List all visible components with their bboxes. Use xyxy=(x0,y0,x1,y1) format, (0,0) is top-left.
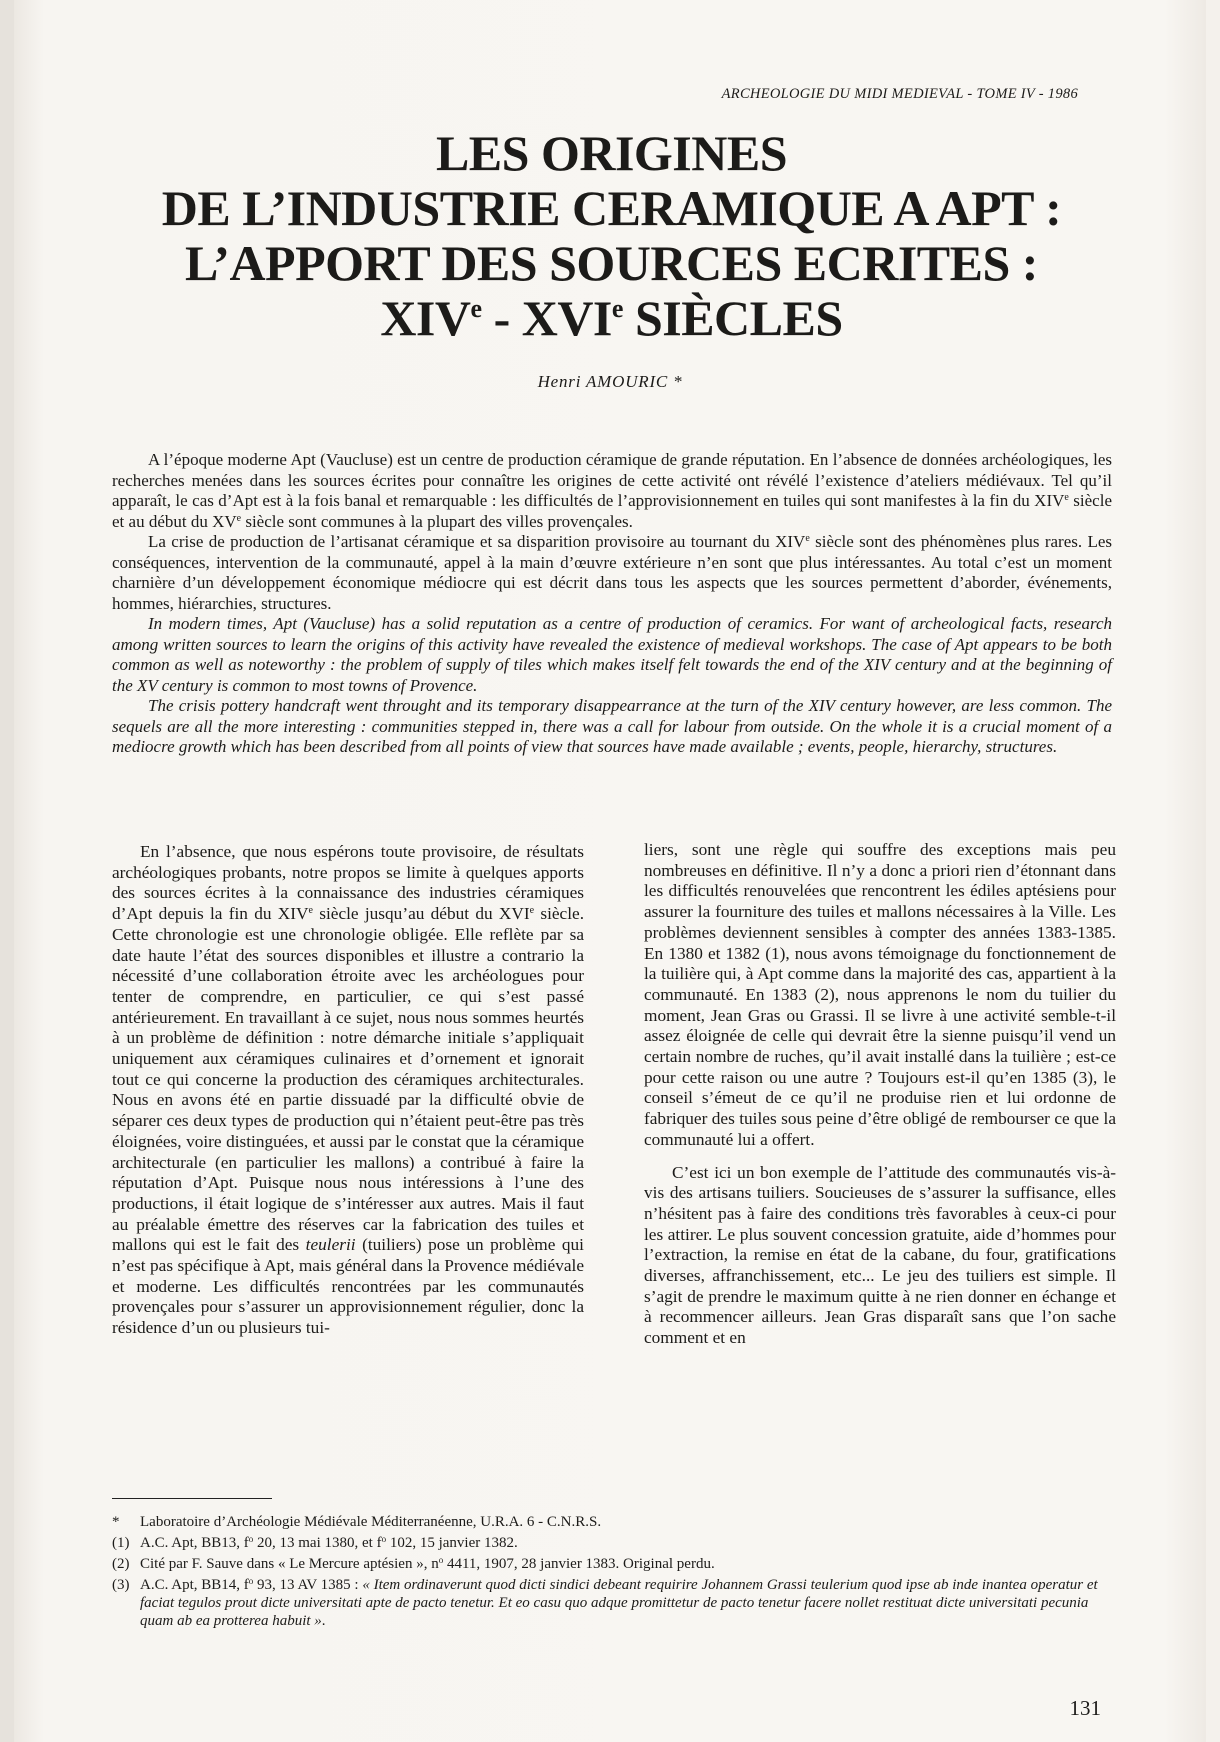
body-column-left xyxy=(112,842,584,1339)
abstract-fr-1 xyxy=(112,450,1112,532)
sup: e xyxy=(308,905,313,917)
sup: e xyxy=(1064,492,1069,503)
text-run: 93, 13 AV 1385 : xyxy=(253,1577,363,1593)
text-run: siècle sont communes à la plupart des villes provençales. xyxy=(241,511,633,531)
abstract-en-1: In modern times, Apt (Vaucluse) has a solid reputation as a centre of production of ceramics. For want of archeological facts, research among written sources to learn the origins of this activity have revealed the existence of medieval workshops. The case of Apt appears to be both common as well as noteworthy : the problem of supply of tiles which makes itself felt towards the end of the XIV century and at the beginning of the XV century is common to most towns of Provence. xyxy=(112,614,1112,695)
footnote xyxy=(112,1513,1117,1531)
sup: o xyxy=(381,1534,387,1544)
text-run: siècle jusqu’au début du XVI xyxy=(312,904,530,924)
footnote-mark: (2) xyxy=(112,1556,130,1572)
sup: o xyxy=(248,1576,254,1586)
footnote xyxy=(112,1555,1117,1573)
text-run: 102, 15 janvier 1382. xyxy=(386,1535,518,1551)
scan-edge xyxy=(0,0,14,1742)
page-number: 131 xyxy=(1069,1696,1101,1720)
title-line-3: L’APPORT DES SOURCES ECRITES : xyxy=(185,235,1038,291)
sup: o xyxy=(438,1555,444,1565)
journal-page xyxy=(14,0,1206,1742)
title-century-start: XIV xyxy=(380,290,471,346)
text-run: En l’absence, que nous espérons toute provisoire, de résultats archéologiques probants, notre propos se limite à quelques apports des sources écrites à la connaissance des industries céramiques d’Apt depuis la fin du XIV xyxy=(112,842,584,924)
footnote-mark: (3) xyxy=(112,1577,130,1593)
author: Henri AMOURIC * xyxy=(537,372,683,391)
footnote xyxy=(112,1576,1117,1630)
body-paragraph: C’est ici un bon exemple de l’attitude des communautés vis-à-vis des artisans tuiliers. Soucieuses de s’assurer la suffisance, elles n’hésitent pas à faire des conditions très favorables à ceux-ci pour les attirer. Le plus souvent concession gratuite, aide d’hommes pour l’extraction, la remise en état de la cabane, du four, gratifications diverses, affranchissement, etc... Le jeu des tuiliers est simple. Il s’agit de prendre le maximum quitte à ne rien donner en échange et à recommencer ailleurs. Jean Gras disparaît sans que l’on sache comment et en xyxy=(644,1162,1116,1348)
text-run: siècle. Cette chronologie est une chronologie obligée. Elle reflète par sa date haute l’état des sources disponibles et illustre a contrario la nécessité d’une collaboration étroite avec les archéologues pour tenter de comprendre, en particulier, ce qui s’est passé antérieurement. En travaillant à ce sujet, nous nous sommes heurtés à un problème de définition : notre démarche initiale s’appliquait uniquement aux céramiques culinaires et d’ornement et ignorait tout ce qui concerne la production des céramiques architecturales. Nous en avons été en partie dissuadé par la difficulté obvie de séparer ces deux types de production qui n’étaient peut-être pas très éloignées, voire distinguées, et aussi par le constat que la céramique architecturale (en particulier les mallons) a contribué à faire la réputation d’Apt. Puisque nous nous intéressions à l’une des productions, il était logique de s’intéresser aux autres. Mais il faut au préalable émettre des réserves car la fabrication des tuiles et mallons qui est le fait des xyxy=(112,904,585,1255)
title-line-4 xyxy=(94,291,1129,346)
body-paragraph: liers, sont une règle qui souffre des exceptions mais peu nombreuses en définitive. Il n’y a donc a priori rien d’étonnant dans les difficultés renouvelées que rencontrent les édiles aptésiens pour assurer la fourniture des tuiles et mallons nécessaires à la Ville. Les problèmes deviennent sensibles à compter des années 1383-1385. En 1380 et 1382 (1), nous avons témoignage du fonctionnement de la tuilière qui, à Apt comme dans la majorité des cas, appartient à la communauté. En 1383 (2), nous apprenons le nom du tuilier du moment, Jean Gras ou Grassi. Il se livre à une activité semble-t-il assez éloignée de celle qui devrait être la sienne puisqu’il vend un certain nombre de ruches, qu’il avait installé dans la tuilière ; est-ce pour cette raison ou une autre ? Toujours est-il qu’en 1385 (3), le conseil s’émeut de ce qu’il ne produise rien et lui ordonne de fabriquer des tuiles sous peine d’être obligé de rembourser ce que la communauté lui a offert. xyxy=(644,840,1116,1149)
article-title xyxy=(94,126,1129,346)
footnote-rule xyxy=(112,1498,272,1499)
footnote-text xyxy=(140,1534,1117,1552)
footnote-mark: (1) xyxy=(112,1535,130,1551)
text-run: Cité par F. Sauve dans « Le Mercure aptésien », n xyxy=(140,1556,439,1572)
title-sup: e xyxy=(470,294,482,323)
running-head: ARCHEOLOGIE DU MIDI MEDIEVAL - TOME IV - 1986 xyxy=(721,86,1078,102)
title-century-end: - XVI xyxy=(481,290,612,346)
text-run: La crise de production de l’artisanat céramique et sa disparition provisoire au tournant du XIV xyxy=(148,532,806,551)
sup: e xyxy=(805,533,810,544)
title-line-1: LES ORIGINES xyxy=(435,125,788,181)
text-run: 20, 13 mai 1380, et f xyxy=(253,1535,382,1551)
body-column-right xyxy=(644,840,1116,1349)
text-run: A l’époque moderne Apt (Vaucluse) est un centre de production céramique de grande réputation. En l’absence de données archéologiques, les recherches menées dans les sources écrites pour connaître les origines de cette activité ont révélé l’existence d’ateliers médiévaux. Tel qu’il apparaît, le cas d’Apt est à la fois banal et remarquable : les difficultés de l’approvisionnement en tuiles qui sont manifestes à la fin du XIV xyxy=(112,450,1112,510)
title-siecles: SIÈCLES xyxy=(622,290,843,346)
sup: e xyxy=(236,512,242,524)
abstract xyxy=(112,450,1112,758)
footnote-mark: * xyxy=(112,1514,120,1530)
text-run: . xyxy=(321,1613,326,1629)
footnotes xyxy=(112,1512,1117,1633)
latin-quote: « Item ordinaverunt quod dicti sindici debeant requirire Johannem Grassi teulerium quod ipse ab inde inantea operatur et faciat tegulos prout dicte universitati apte de pacto tenetur. Et eo casu quo adque promittetur de pacto tenetur facere nollet restituat dicte universitati pecunia quam ab ea protterea habuit » xyxy=(140,1577,1098,1629)
abstract-en-2: The crisis pottery handcraft went throught and its temporary disappearrance at the turn of the XIV century however, are less common. The sequels are all the more interesting : communities stepped in, there was a call for labour from outside. On the whole it is a crucial moment of a mediocre growth which has been described from all points of view that sources have made available ; events, people, hierarchy, structures. xyxy=(112,696,1112,756)
title-line-2: DE L’INDUSTRIE CERAMIQUE A APT : xyxy=(161,180,1062,236)
italic-term: teulerii xyxy=(305,1235,356,1255)
abstract-fr-2 xyxy=(112,532,1112,614)
text-run: 4411, 1907, 28 janvier 1383. Original perdu. xyxy=(443,1556,715,1572)
text-run: A.C. Apt, BB14, f xyxy=(140,1577,249,1593)
footnote xyxy=(112,1534,1117,1552)
title-sup: e xyxy=(611,294,623,323)
footnote-text: Laboratoire d’Archéologie Médiévale Méditerranéenne, U.R.A. 6 - C.N.R.S. xyxy=(140,1514,602,1530)
text-run: siècle et au début du XV xyxy=(112,491,1112,531)
text-run: siècle sont des phénomènes plus rares. Les conséquences, intervention de la communauté, appel à la main d’œuvre extérieure n’en sont que plus intéressantes. Au total c’est un moment charnière d’un développement économique médiocre qui est décrit dans tous les aspects que les sources permettent d’aborder, événements, hommes, hiérarchies, structures. xyxy=(112,532,1112,613)
text-run: A.C. Apt, BB13, f xyxy=(140,1535,249,1551)
body-paragraph xyxy=(112,842,584,1339)
footnote-text xyxy=(140,1576,1117,1630)
text-run: (tuiliers) pose un problème qui n’est pas spécifique à Apt, mais général dans la Provence médiévale et moderne. Les difficultés rencontrées par les communautés provençales pour s’assurer un approvisionnement régulier, donc la résidence d’un ou plusieurs tui- xyxy=(112,1235,584,1338)
sup: e xyxy=(529,905,535,917)
footnote-text xyxy=(140,1555,1117,1573)
sup: o xyxy=(248,1534,254,1544)
